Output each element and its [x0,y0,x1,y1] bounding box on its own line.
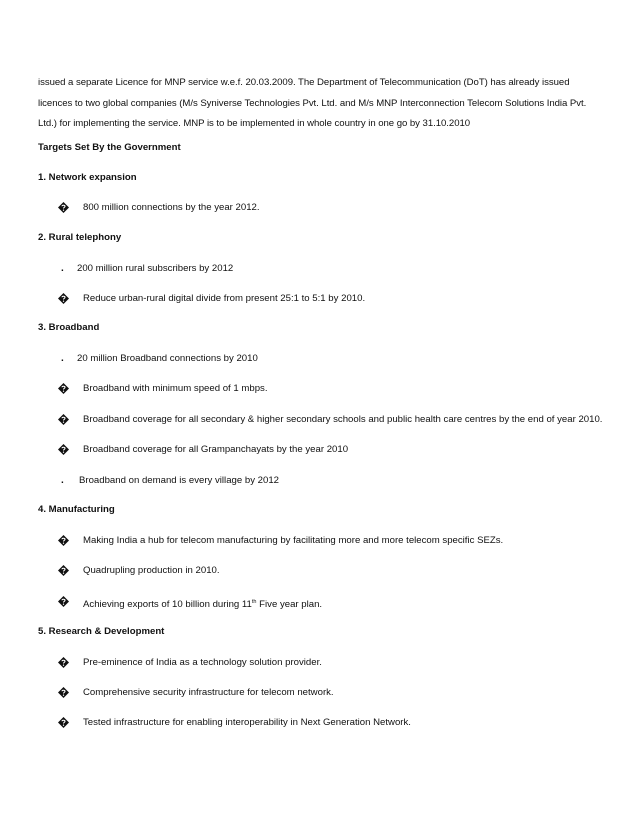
list-item [0,595,638,609]
list-item-text: Reduce urban-rural digital divide from present 25:1 to 5:1 by 2010. [83,293,366,304]
main-heading: Targets Set By the Government [38,142,181,153]
replacement-character-icon [58,383,69,394]
replacement-character-icon [58,687,69,698]
list-item-text-end: Five year plan. [256,599,323,610]
list-item [0,292,638,306]
list-item-text: Broadband coverage for all secondary & higher secondary schools and public health care centres by the end of year 2010. [83,414,603,425]
list-item [0,564,638,578]
replacement-character-icon [58,717,69,728]
list-item-text: 20 million Broadband connections by 2010 [77,353,258,364]
replacement-character-icon [58,202,69,213]
intro-paragraph: issued a separate Licence for MNP service w.e.f. 20.03.2009. The Department of Telecommunication (DoT) has already issued licences to two global companies (M/s Syniverse Technologies Pvt. Ltd. and M/s MNP Interconnection Telecom Solutions India Pvt. Ltd.) for implementing the service. MNP is to be implemented in whole country in one go by 31.10.2010 [38,77,587,129]
list-item-text: 200 million rural subscribers by 2012 [77,263,234,274]
list-item-text: Broadband on demand is every village by 2012 [79,475,280,486]
list-item [0,716,638,730]
list-item-text [83,595,322,612]
ordinal-superscript: th [251,599,257,605]
dot-marker: . [61,263,64,274]
section-title-broadband: 3. Broadband [38,322,100,333]
list-item-text: Making India a hub for telecom manufacturing by facilitating more and more telecom specific SEZs. [83,535,504,546]
replacement-character-icon [58,444,69,455]
dot-marker: . [61,475,64,486]
list-item-text: Broadband coverage for all Grampanchayats by the year 2010 [83,444,349,455]
list-item-text-start: Achieving exports of 10 billion during 11 [83,599,252,610]
list-item [0,413,638,427]
replacement-character-icon [58,293,69,304]
list-item-text: Comprehensive security infrastructure for telecom network. [83,687,334,698]
list-item [0,382,638,396]
replacement-character-icon [58,414,69,425]
list-item-text: Pre-eminence of India as a technology solution provider. [83,657,322,668]
list-item [0,201,638,215]
list-item [0,443,638,457]
dot-marker: . [61,353,64,364]
replacement-character-icon [58,657,69,668]
replacement-character-icon [58,565,69,576]
list-item [0,686,638,700]
list-item [0,534,638,548]
section-title-research-development: 5. Research & Development [38,626,165,637]
section-title-network-expansion: 1. Network expansion [38,172,137,183]
list-item-text: Broadband with minimum speed of 1 mbps. [83,383,268,394]
list-item [0,352,638,366]
section-title-rural-telephony: 2. Rural telephony [38,232,122,243]
replacement-character-icon [58,535,69,546]
replacement-character-icon [58,596,69,607]
section-title-manufacturing: 4. Manufacturing [38,504,115,515]
list-item [0,656,638,670]
list-item-text: 800 million connections by the year 2012. [83,202,260,213]
list-item [0,474,638,488]
list-item-text: Tested infrastructure for enabling interoperability in Next Generation Network. [83,717,411,728]
list-item-text: Quadrupling production in 2010. [83,565,220,576]
list-item [0,262,638,276]
